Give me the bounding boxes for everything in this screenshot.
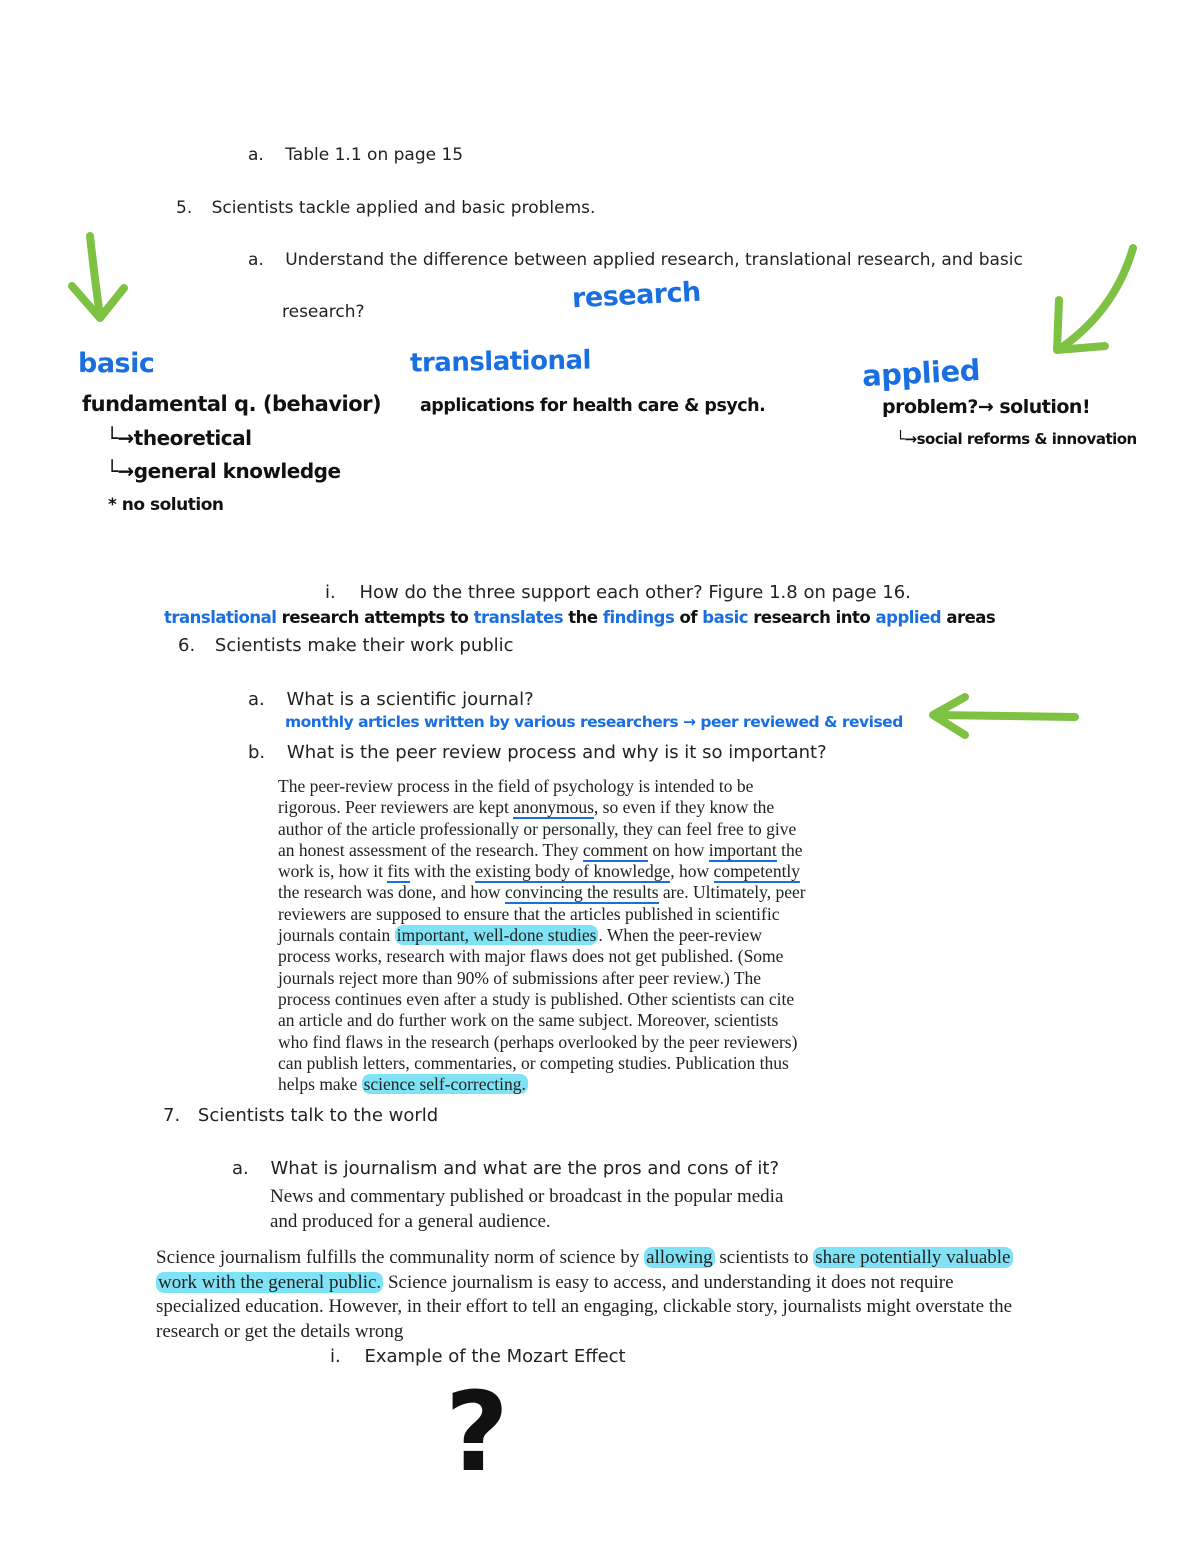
- passage-line: who find flaws in the research (perhaps overlooked by the peer reviewers): [278, 1031, 798, 1052]
- passage-line: The peer-review process in the field of psychology is intended to be: [278, 776, 754, 796]
- note-word: translational: [164, 608, 277, 627]
- note-word: research into: [748, 608, 876, 627]
- peer-review-passage: [278, 776, 806, 1095]
- paragraph-line: specialized education. However, in their effort to tell an engaging, clickable story, journalists might overstate the: [156, 1296, 1013, 1317]
- paragraph-line: research or get the details wrong: [156, 1320, 404, 1342]
- journalism-definition: [270, 1185, 783, 1234]
- note-word: translates: [473, 608, 564, 627]
- list-marker: b.: [248, 742, 266, 763]
- item-text: What is the peer review process and why is it so important?: [286, 742, 827, 763]
- passage-line: an honest assessment of the research. They comment on how important the: [278, 839, 803, 860]
- list-marker: a.: [248, 689, 265, 710]
- outline-item-6b: [248, 742, 827, 763]
- outline-item-7a-i: [330, 1346, 626, 1367]
- item-text: Scientists talk to the world: [197, 1105, 439, 1126]
- note-applied-line: problem?→ solution!: [882, 396, 1091, 418]
- green-arrow-left-icon: [925, 693, 1085, 743]
- note-basic-heading: basic: [78, 348, 155, 379]
- note-word: applied: [875, 608, 942, 627]
- passage-line: journals contain important, well-done studies . When the peer-review: [278, 925, 762, 946]
- passage-line: can publish letters, commentaries, or competing studies. Publication thus: [278, 1052, 789, 1073]
- passage-line: journals reject more than 90% of submissions after peer review.) The: [278, 967, 762, 988]
- passage-line: reviewers are supposed to ensure that the articles published in scientific: [278, 903, 780, 924]
- definition-line: News and commentary published or broadcast in the popular media: [270, 1186, 784, 1207]
- outline-item-5: [176, 198, 595, 218]
- list-marker: 6.: [178, 635, 196, 656]
- item-text: Scientists make their work public: [214, 635, 514, 656]
- note-word: research attempts to: [276, 608, 474, 627]
- note-basic-line: fundamental q. (behavior): [82, 392, 382, 416]
- outline-item-5a: [248, 250, 1023, 270]
- green-arrow-down-left-icon: [1045, 240, 1155, 360]
- item-text: How do the three support each other? Figure 1.8 on page 16.: [359, 582, 911, 603]
- outline-item-7a: [232, 1158, 779, 1179]
- note-word: areas: [941, 608, 996, 627]
- passage-line: helps make science self-correcting.: [278, 1074, 526, 1095]
- outline-item-6: [178, 635, 514, 656]
- list-marker: i.: [325, 582, 336, 603]
- outline-item-5a-i: [325, 582, 911, 603]
- green-arrow-down-icon: [60, 228, 140, 328]
- list-marker: a.: [232, 1158, 249, 1179]
- list-marker: 5.: [176, 198, 193, 218]
- note-translational-heading: translational: [409, 345, 592, 379]
- outline-item-6a: [248, 689, 534, 710]
- note-word: findings: [602, 608, 675, 627]
- passage-line: process works, research with major flaws does not get published. (Some: [278, 946, 784, 967]
- paragraph-line: Science journalism fulfills the communality norm of science by allowing scientists to share potentially valuable: [156, 1247, 1011, 1268]
- item-text: Understand the difference between applied research, translational research, and basic: [285, 250, 1023, 270]
- passage-line: rigorous. Peer reviewers are kept anonymous, so even if they know the: [278, 797, 775, 818]
- note-basic-line: * no solution: [108, 495, 224, 515]
- note-applied-heading: applied: [861, 352, 981, 394]
- passage-line: process continues even after a study is published. Other scientists can cite: [278, 988, 795, 1009]
- note-support: [164, 608, 995, 627]
- list-marker: a.: [248, 145, 264, 165]
- journalism-paragraph: [156, 1246, 1013, 1344]
- list-marker: a.: [248, 250, 264, 270]
- list-marker: 7.: [163, 1105, 181, 1126]
- item-text: What is journalism and what are the pros and cons of it?: [270, 1158, 780, 1179]
- note-basic-line: └→theoretical: [106, 426, 252, 450]
- passage-line: an article and do further work on the same subject. Moreover, scientists: [278, 1010, 779, 1031]
- item-text: Table 1.1 on page 15: [285, 145, 464, 165]
- item-text: Example of the Mozart Effect: [364, 1346, 626, 1367]
- item-text: Scientists tackle applied and basic problems.: [211, 198, 596, 218]
- outline-item-7: [163, 1105, 438, 1126]
- item-text-continued: research?: [282, 302, 365, 322]
- note-word: the: [563, 608, 603, 627]
- outline-item-4a: [248, 145, 463, 165]
- note-research: research: [571, 276, 702, 315]
- passage-line: work is, how it fits with the existing body of knowledge, how competently: [278, 861, 801, 882]
- note-journal: monthly articles written by various researchers → peer reviewed & revised: [285, 713, 903, 731]
- passage-line: the research was done, and how convincing the results are. Ultimately, peer: [278, 882, 806, 903]
- note-word: basic: [702, 608, 748, 627]
- note-basic-line: └→general knowledge: [106, 459, 341, 483]
- note-translational-line: applications for health care & psych.: [420, 396, 766, 416]
- item-text: What is a scientific journal?: [286, 689, 534, 710]
- paragraph-line: work with the general public. Science journalism is easy to access, and understanding it does not require: [158, 1271, 954, 1293]
- note-word: of: [674, 608, 703, 627]
- definition-line: and produced for a general audience.: [270, 1210, 551, 1232]
- note-question-mark: ?: [445, 1368, 509, 1496]
- passage-line: author of the article professionally or personally, they can feel free to give: [278, 818, 797, 839]
- note-applied-line: └→social reforms & innovation: [896, 430, 1137, 448]
- list-marker: i.: [330, 1346, 341, 1367]
